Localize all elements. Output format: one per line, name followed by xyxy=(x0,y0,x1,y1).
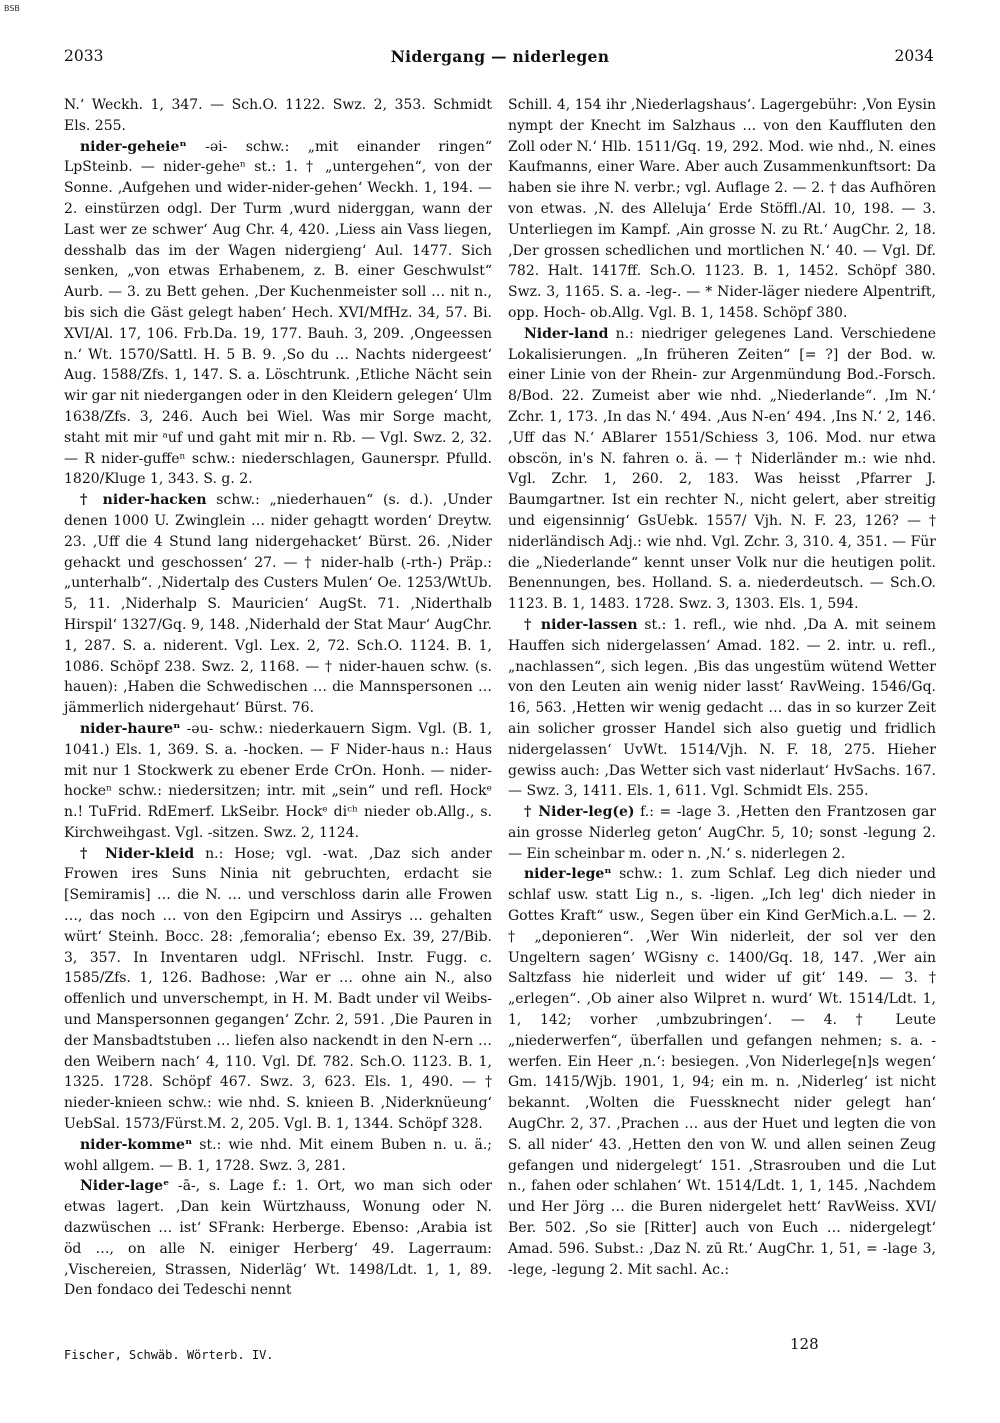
entry-continuation xyxy=(508,95,936,324)
dictionary-entry xyxy=(64,137,492,491)
entry-text: f.: = -lage 3. ‚Hetten den Frantzosen gar ain grosse Niderleg geton‘ AugChr. 5, 10; sonst -legung 2. — Ein scheinbar m. oder n. ‚N.‘ s. niderlegen 2. xyxy=(508,804,936,862)
dictionary-entry xyxy=(508,864,936,1280)
imprint: Fischer, Schwäb. Wörterb. IV. xyxy=(64,1348,274,1362)
dictionary-entry xyxy=(64,1176,492,1301)
entry-text: st.: wie nhd. Mit einem Buben n. u. ä.; wohl allgem. — B. 1, 1728. Swz. 3, 281. xyxy=(64,1136,492,1174)
entry-text: n.: Hose; vgl. -wat. ‚Daz sich ander Frowen ires Suns Ninia nit gebruchten, erdacht sie [Semiramis] … die N. … und verschloss darin alle Frowen …, das noch … von den Egipcirn und Assirys … gehalten würt‘ Steinh. Bocc. 28: ‚femoralia‘; ebenso Ex. 39, 27/Bib. 3, 357. In Inventaren udgl. NFrischl. Instr. Fugg. c. 1585/Zfs. 1, 126. Badhose: ‚War er … ohne ain N., also offenlich und unverschempt, in H. M. Badt under vil Weibs- und Manspersonnen gegangen‘ Zchr. 2, 591. ‚Die Pauren in der Mansbadtstuben … liefen also nackendt in den N-ern … den Weibern nach‘ 4, 110. Vgl. Df. 782. Sch.O. 1123. B. 1, 1325. 1728. Schöpf 467. Swz. 3, 623. Els. 1, 490. — † nieder-knieen schw.: wie nhd. S. knieen B. ‚Niderknüeung‘ UebSal. 1573/Fürst.M. 2, 205. Vgl. B. 1, 1344. Schöpf 328. xyxy=(64,845,492,1133)
headword: nider-haureⁿ xyxy=(80,720,181,737)
entry-text: Schill. 4, 154 ihr ‚Niederlagshaus‘. Lagergebühr: ‚Von Eysin nympt der Knecht im Salzhaus … von den Kauffluten den Zoll oder N.‘ Hlb. 1511/Gq. 19, 292. Mod. wie nhd., N. eines Kaufmanns, einer Ware. Aber auch Zusammenkunftsort: Da haben sie ihre N. verbr.; vgl. Auflage 2. — 2. † das Aufhören von etwas. ‚N. des Alleluja‘ Erde Stöffl./Al. 10, 198. — 3. Unterliegen im Kampf. ‚Ain grosse N. zu Rt.‘ AugChr. 2, 18. ‚Der grossen schedlichen und mortlichen N.‘ 40. — Vgl. Df. 782. Halt. 1417ff. Sch.O. 1123. B. 1, 1452. Schöpf 380. Swz. 3, 1165. S. a. -leg-. — * Nider-läger niedere Alpentrift, opp. Hoch- ob.Allg. Vgl. B. 1, 1458. Schöpf 380. xyxy=(508,97,936,321)
headword: † Nider-leg(e) xyxy=(524,804,635,821)
left-column xyxy=(64,95,492,1301)
right-column xyxy=(508,95,936,1280)
page-number-left: 2033 xyxy=(64,47,104,65)
headword: † nider-hacken xyxy=(80,492,207,509)
dictionary-entry xyxy=(64,1135,492,1177)
headword: nider-geheieⁿ xyxy=(80,138,187,155)
entry-continuation xyxy=(64,95,492,137)
entry-text: n.: niedriger gelegenes Land. Verschiedene Lokalisierungen. „In früheren Zeiten“ [= ?] der Bod. w. einer Linie von der Rhein- zur Argenmündung Bod.-Forsch. 8/Bod. 22. Zumeist aber wie nhd. „Niederlande“. ‚Im N.‘ Zchr. 1, 173. ‚In das N.‘ 494. ‚Aus N-en‘ 494. ‚Ins N.‘ 2, 146. ‚Uff das N.‘ ABlarer 1551/Schiess 3, 106. Mod. nur etwa obscön, in's N. fahren o. ä. — † Niderländer m.: wie nhd. Vgl. Zchr. 1, 260. 2, 183. Was heisst ‚Pfarrer J. Baumgartner. Ist ein rechter N., nicht gelert, aber streitig und eigensinnig‘ GsUebk. 1557/ Vjh. N. F. 23, 126? — † niderländisch Adj.: wie nhd. Vgl. Zchr. 3, 310. 4, 351. — Für die „Niederlande“ kennt unser Volk nur die heutigen polit. Benennungen, bes. Holland. S. a. niederdeutsch. — Sch.O. 1123. B. 1, 1483. 1728. Swz. 3, 1303. Els. 1, 594. xyxy=(508,325,936,613)
signature-number: 128 xyxy=(790,1335,819,1353)
entry-text: -əu- schw.: niederkauern Sigm. Vgl. (B. 1, 1041.) Els. 1, 369. S. a. -hocken. — F Nider-haus n.: Haus mit nur 1 Stockwerk zu ebener Erde CrOn. Honh. — nider-hockeⁿ schw.: niedersitzen; intr. mit „sein“ und refl. Hockᵉ n.! TuFrid. RdEmerf. LkSeibr. Hockᵉ diᶜʰ nieder ob.Allg., s. Kirchweihgast. Vgl. -sitzen. Swz. 2, 1124. xyxy=(64,720,492,841)
dictionary-entry xyxy=(508,324,936,615)
entry-text: schw.: 1. zum Schlaf. Leg dich nieder und schlaf usw. statt Lig n., s. -ligen. „Ich leg' dich nieder in Gottes Kraft“ usw., Segen über ein Kind GerMich.a.L. — 2. † „deponieren“. ‚Wer Win niderleit, der sol ver den Ungeltern sagen‘ WGisny c. 1400/Gq. 18, 147. ‚Wer ain Saltzfass hie niderleit und wider uf git‘ 149. — 3. † „erlegen“. ‚Ob ainer also Wilpret n. wurd‘ Wt. 1514/Ldt. 1, 1, 142; vorher ‚umbzubringen‘. — 4. † Leute „niederwerfen“, überfallen und gefangen nehmen; s. a. -werfen. Ein Heer ‚n.‘: besiegen. ‚Von Niderlege[n]s wegen‘ Gm. 1415/Wjb. 1901, 1, 94; ein m. n. ‚Niderleg‘ ist nicht bekannt. ‚Wolten die Fuessknecht nider gelegt han‘ AugChr. 2, 37. ‚Prachen … aus der Huet und legten die von S. all nider‘ 43. ‚Hetten den von W. und allen seinen Zeug gefangen und nidergelegt‘ 151. ‚Strasrouben und die Lut n., fahen oder schlahen‘ Wt. 1514/Ldt. 1, 1, 145. ‚Nachdem und Her Jörg … die Buren nidergelet hett‘ RavWeiss. XVI/ Ber. 502. ‚So sie [Ritter] auch von Euch … nidergelegt‘ Amad. 596. Subst.: ‚Daz N. zū Rt.‘ AugChr. 1, 51, = -lage 3, -lege, -legung 2. Mit sachl. Ac.: xyxy=(508,866,936,1278)
headword: nider-kommeⁿ xyxy=(80,1136,193,1153)
entry-text: schw.: „niederhauen“ (s. d.). ‚Under denen 1000 U. Zwinglein … nider gehagtt worden‘ Dreytw. 23. ‚Uff die 4 Stund lang nidergehacket‘ Bürst. 26. ‚Nider gehackt und geschossen‘ 27. — † nider-halb (-rth-) Präp.: „unterhalb“. ‚Nidertalp des Custers Mulen‘ Oe. 1253/WtUb. 5, 11. ‚Niderhalp S. Mauricien‘ AugSt. 71. ‚Niderthalb Hirspil‘ 1327/Gq. 9, 148. ‚Niderhald der Stat Maur‘ AugChr. 1, 287. S. a. niderent. Vgl. Lex. 2, 72. Sch.O. 1124. B. 1, 1086. Schöpf 238. Swz. 2, 1168. — † nider-hauen schw. (s. hauen): ‚Haben die Schwedischen … die Mannspersonen … jämmerlich nidergehaut‘ Bürst. 76. xyxy=(64,492,492,717)
headword: † Nider-kleid xyxy=(80,845,195,862)
entry-text: N.‘ Weckh. 1, 347. — Sch.O. 1122. Swz. 2, 353. Schmidt Els. 255. xyxy=(64,97,492,134)
page-title: Nidergang — niderlegen xyxy=(390,47,610,66)
library-mark: BSB xyxy=(4,4,20,13)
headword: Nider-lageᵉ xyxy=(80,1178,170,1195)
page-number-right: 2034 xyxy=(894,47,934,65)
entry-text: -ā-, s. Lage f.: 1. Ort, wo man sich oder etwas lagert. ‚Dan kein Würtzhauss, Wonung oder N. dazwüschen … ist‘ SFrank: Herberge. Ebenso: ‚Arabia ist öd …, on alle N. einiger Herberg‘ 49. Lagerraum: ‚Vischereien, Strassen, Niderläg‘ Wt. 1498/Ldt. 1, 1, 89. Den fondaco dei Tedeschi nennt xyxy=(64,1178,492,1299)
dictionary-entry xyxy=(64,844,492,1135)
headword: † nider-lassen xyxy=(524,616,638,633)
entry-text: st.: 1. refl., wie nhd. ‚Da A. mit seinem Hauffen sich nidergelassen‘ Amad. 182. — 2. intr. u. refl., „nachlassen“, sich legen. ‚Bis das ungestüm wütend Wetter von den Leuten ain wenig nider lasst‘ RavWeing. 1546/Gq. 16, 563. ‚Hetten wir wenig gedacht … das in so kurzer Zeit ain solicher grosser Handel sich also guetig und fridlich nidergelassen‘ UvWt. 1514/Vjh. N. F. 18, 275. Hieher gewiss auch: ‚Das Wetter sich vast niderlaut‘ HvSachs. 167. — Swz. 3, 1411. Els. 1, 611. Vgl. Schmidt Els. 255. xyxy=(508,616,936,800)
headword: Nider-land xyxy=(524,325,609,342)
dictionary-entry xyxy=(64,719,492,844)
dictionary-entry xyxy=(508,615,936,802)
entry-text: -əi- schw.: „mit einander ringen“ LpSteinb. — nider-geheⁿ st.: 1. † „untergehen“, von der Sonne. ‚Aufgehen und wider-nider-gehen‘ Weckh. 1, 194. — 2. einstürzen odgl. Der Turm ‚wurd niderggan, wann der Last wer ze schwer‘ Aug Chr. 4, 420. ‚Liess ain Vass liegen, desshalb das im der Wagen nidergieng‘ Aul. 1477. Sich senken, „von etwas Erhabenem, z. B. einer Geschwulst“ Aurb. — 3. zu Bett gehen. ‚Der Kuchenmeister soll … nit n., bis sich die Gäst gelegt haben‘ Hech. XVI/MfHz. 34, 57. Bi. XVI/Al. 17, 106. Frb.Da. 19, 177. Bauh. 3, 209. ‚Ongeessen n.‘ Wt. 1570/Sattl. H. 5 B. 9. ‚So du … Nachts nidergeest‘ Aug. 1588/Zfs. 1, 147. S. a. Löschtrunk. ‚Etliche Nächt sein wir gar nit niedergangen oder in den Kleidern gelegen‘ Ulm 1638/Zfs. 3, 246. Auch bei Wiel. Was mir Sorge macht, staht mit mir ᵃuf und gaht mit mir n. Rb. — Vgl. Swz. 2, 32. — R nider-guffeⁿ schw.: niederschlagen, Gaunerspr. Pfulld. 1820/Kluge 1, 343. S. g. 2. xyxy=(64,138,492,488)
headword: nider-legeⁿ xyxy=(524,866,612,883)
dictionary-entry xyxy=(508,802,936,864)
dictionary-entry xyxy=(64,490,492,719)
